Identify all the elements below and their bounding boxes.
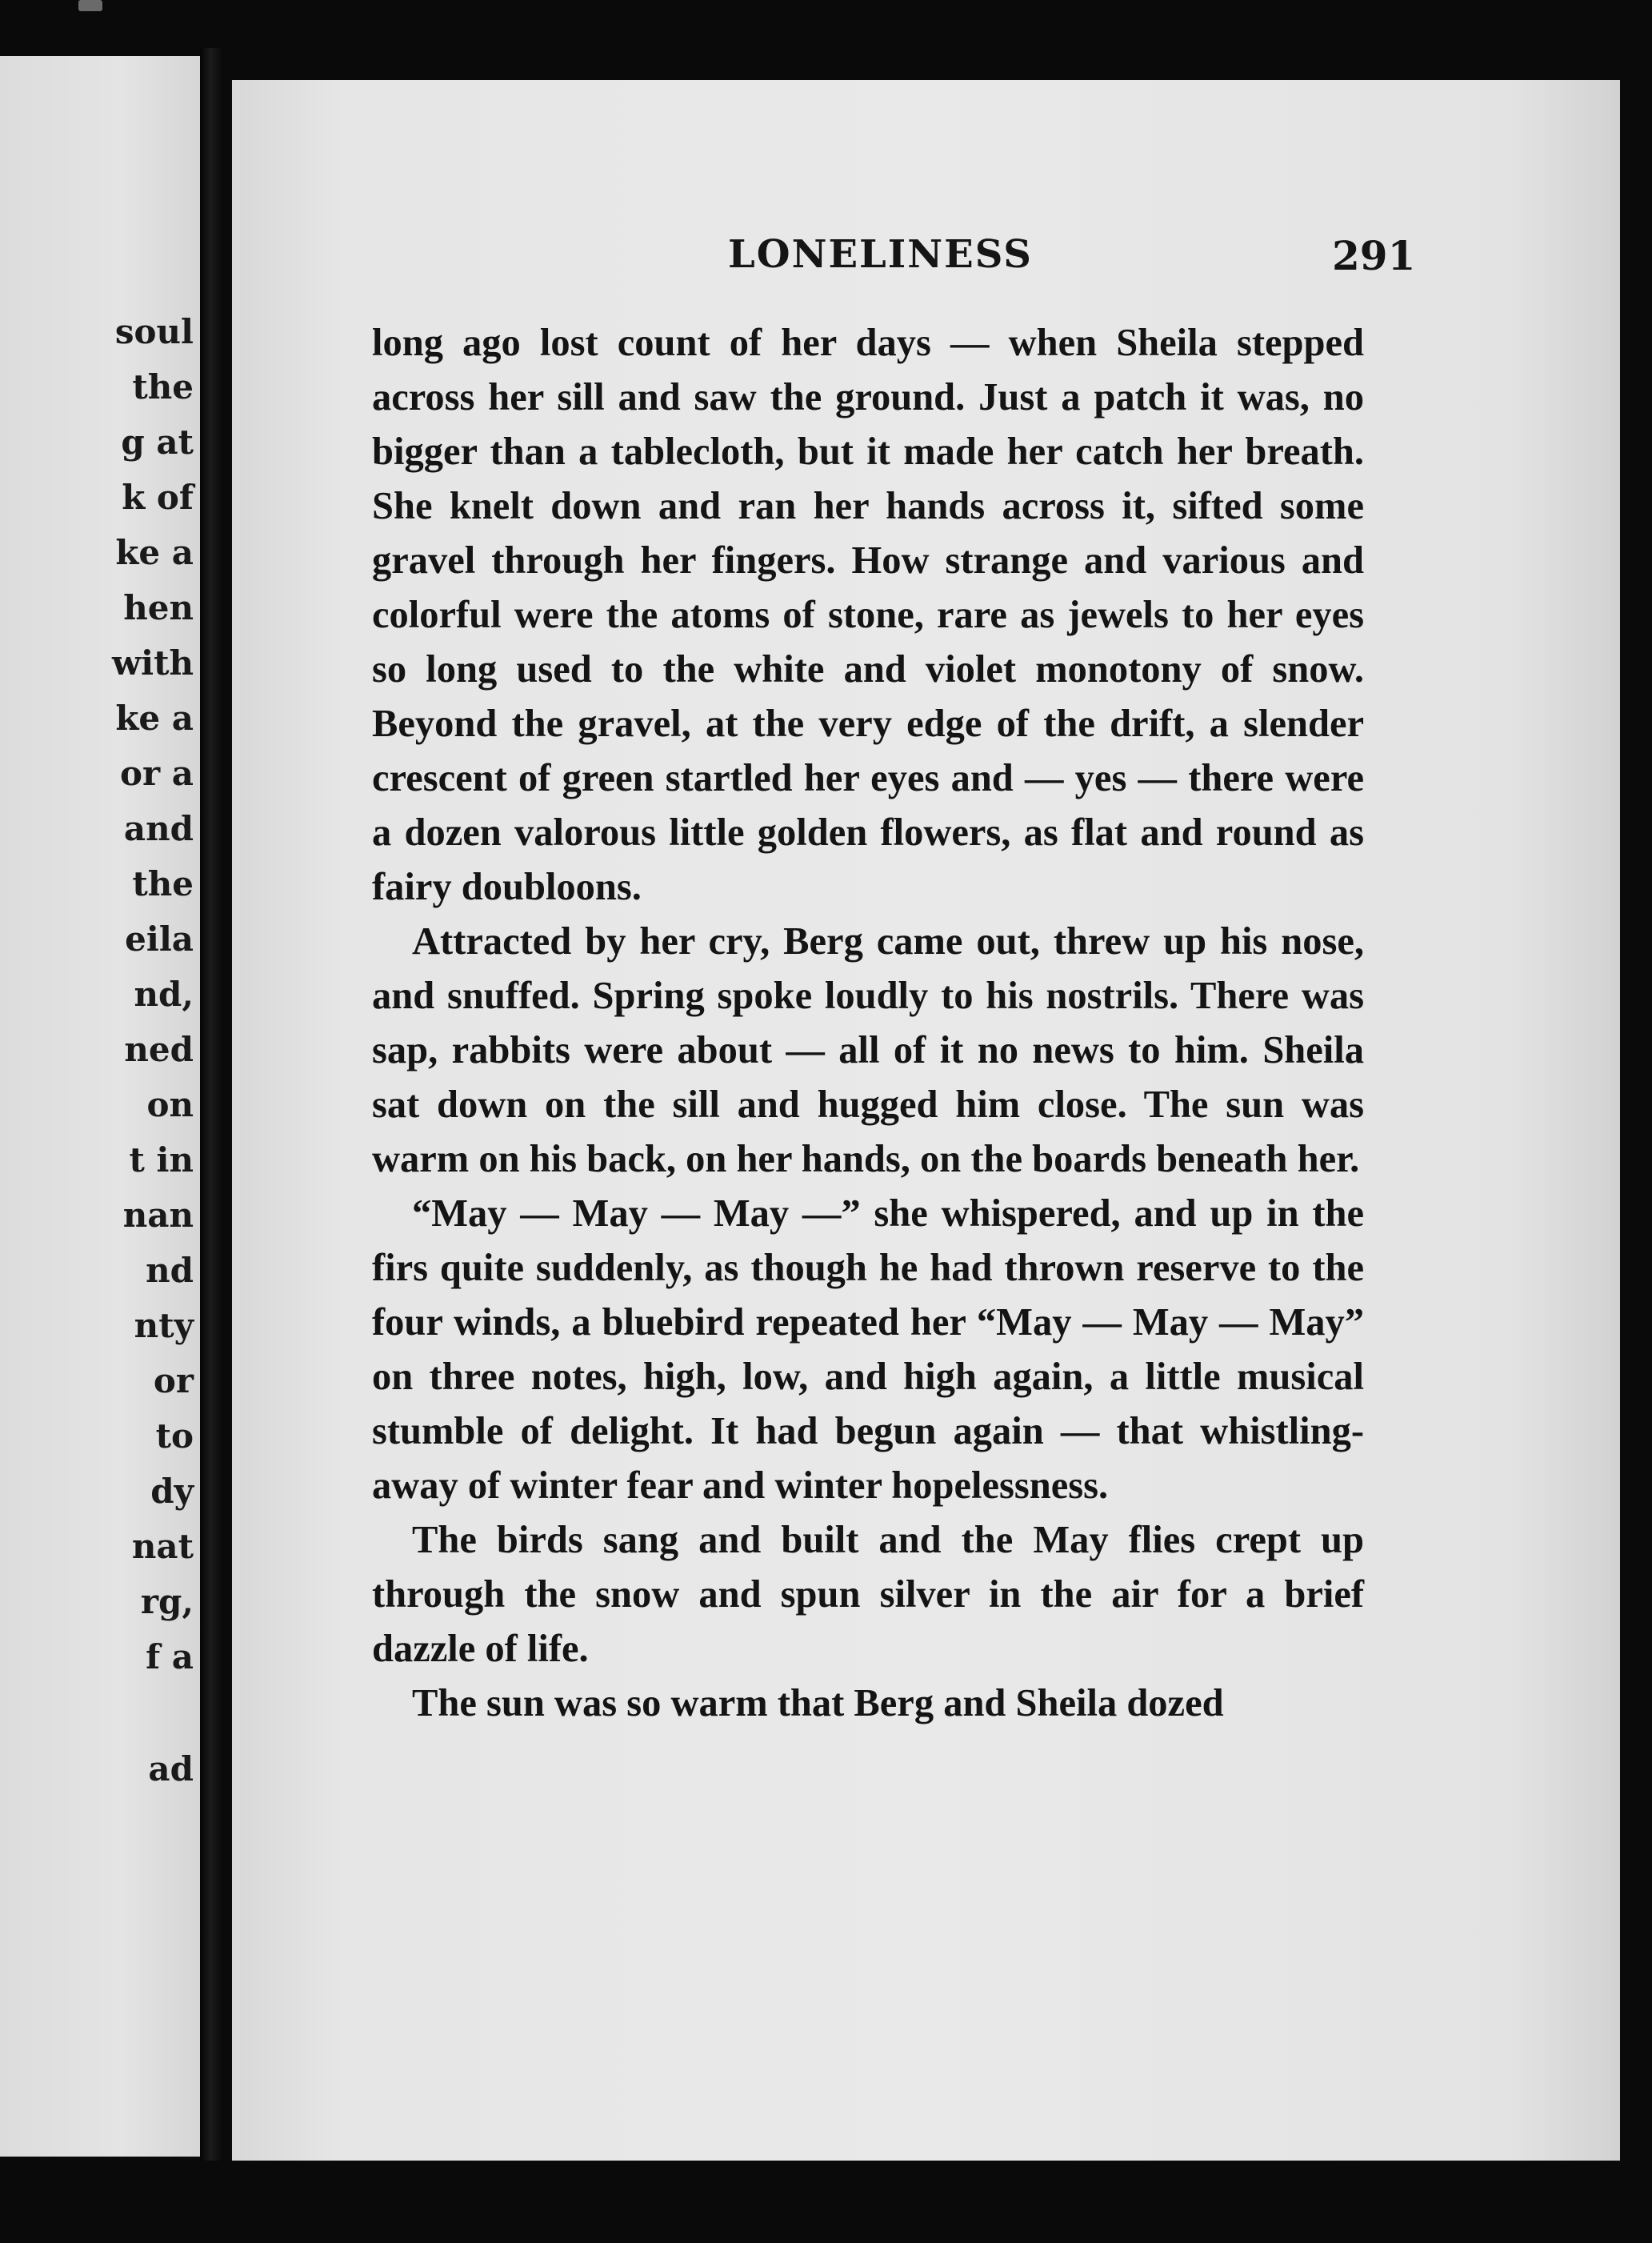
left-line: nd, bbox=[134, 975, 194, 1014]
left-line: eila bbox=[125, 919, 194, 959]
page-number: 291 bbox=[1332, 232, 1416, 279]
left-line: or bbox=[153, 1361, 194, 1400]
body-text bbox=[372, 316, 1364, 1731]
left-page bbox=[0, 56, 200, 2157]
left-line: the bbox=[132, 864, 194, 903]
left-page-text bbox=[112, 304, 194, 1796]
left-line: ned bbox=[124, 1030, 194, 1069]
left-line: to bbox=[155, 1416, 194, 1456]
left-line: g at bbox=[121, 423, 194, 462]
left-line: nd bbox=[146, 1251, 194, 1290]
left-line: nan bbox=[122, 1196, 194, 1235]
left-line: t in bbox=[129, 1140, 194, 1180]
page-header bbox=[232, 232, 1416, 288]
left-line: rg, bbox=[140, 1582, 194, 1621]
left-line: f a bbox=[146, 1637, 194, 1676]
left-line: dy bbox=[150, 1472, 194, 1511]
paragraph: The birds sang and built and the May flies crept up through the snow and spun silver in the air for a brief dazzle of life. bbox=[372, 1519, 1364, 1670]
left-line: soul bbox=[114, 312, 194, 351]
left-line: and bbox=[123, 809, 194, 848]
left-line: hen bbox=[123, 588, 194, 627]
running-head: LONELINESS bbox=[728, 232, 1033, 277]
paragraph: The sun was so warm that Berg and Sheila dozed bbox=[412, 1682, 1224, 1724]
left-line: on bbox=[146, 1085, 194, 1124]
paragraph: long ago lost count of her days — when Sheila stepped across her sill and saw the ground. Just a patch it was, no bigger than a tablecloth, but it made her catch her breath. She knelt down and ran her hands across it, sifted some gravel through her fingers. How strange and various and colorful were the atoms of stone, rare as jewels to her eyes so long used to the white and violet monotony of snow. Beyond the gravel, at the very edge of the drift, a slender crescent of green startled her eyes and — yes — there were a dozen valorous little golden flowers, as flat and round as fairy doubloons. bbox=[372, 322, 1364, 908]
right-page bbox=[232, 80, 1620, 2161]
paragraph: “May — May — May —” she whispered, and up in the firs quite suddenly, as though he had thrown reserve to the four winds, a bluebird repeated her “May — May — May” on three notes, high, low, and high again, a little musical stumble of delight. It had begun again — that whistling-away of winter fear and winter hopelessness. bbox=[372, 1192, 1364, 1507]
left-line: with bbox=[111, 643, 194, 683]
book-gutter bbox=[200, 48, 224, 2161]
left-line: k of bbox=[122, 478, 194, 517]
left-line: ke a bbox=[115, 533, 194, 572]
left-line: nty bbox=[134, 1306, 194, 1345]
left-line: ad bbox=[148, 1749, 194, 1788]
left-line: nat bbox=[131, 1527, 194, 1566]
left-line: or a bbox=[120, 754, 194, 793]
scan-mark bbox=[78, 0, 102, 11]
left-line: the bbox=[132, 367, 194, 407]
paragraph: Attracted by her cry, Berg came out, threw up his nose, and snuffed. Spring spoke loudly to his nostrils. There was sap, rabbits were about — all of it no news to him. Sheila sat down on the sill and hugged him close. The sun was warm on his back, on her hands, on the boards beneath her. bbox=[372, 920, 1364, 1180]
left-line: ke a bbox=[115, 699, 194, 738]
